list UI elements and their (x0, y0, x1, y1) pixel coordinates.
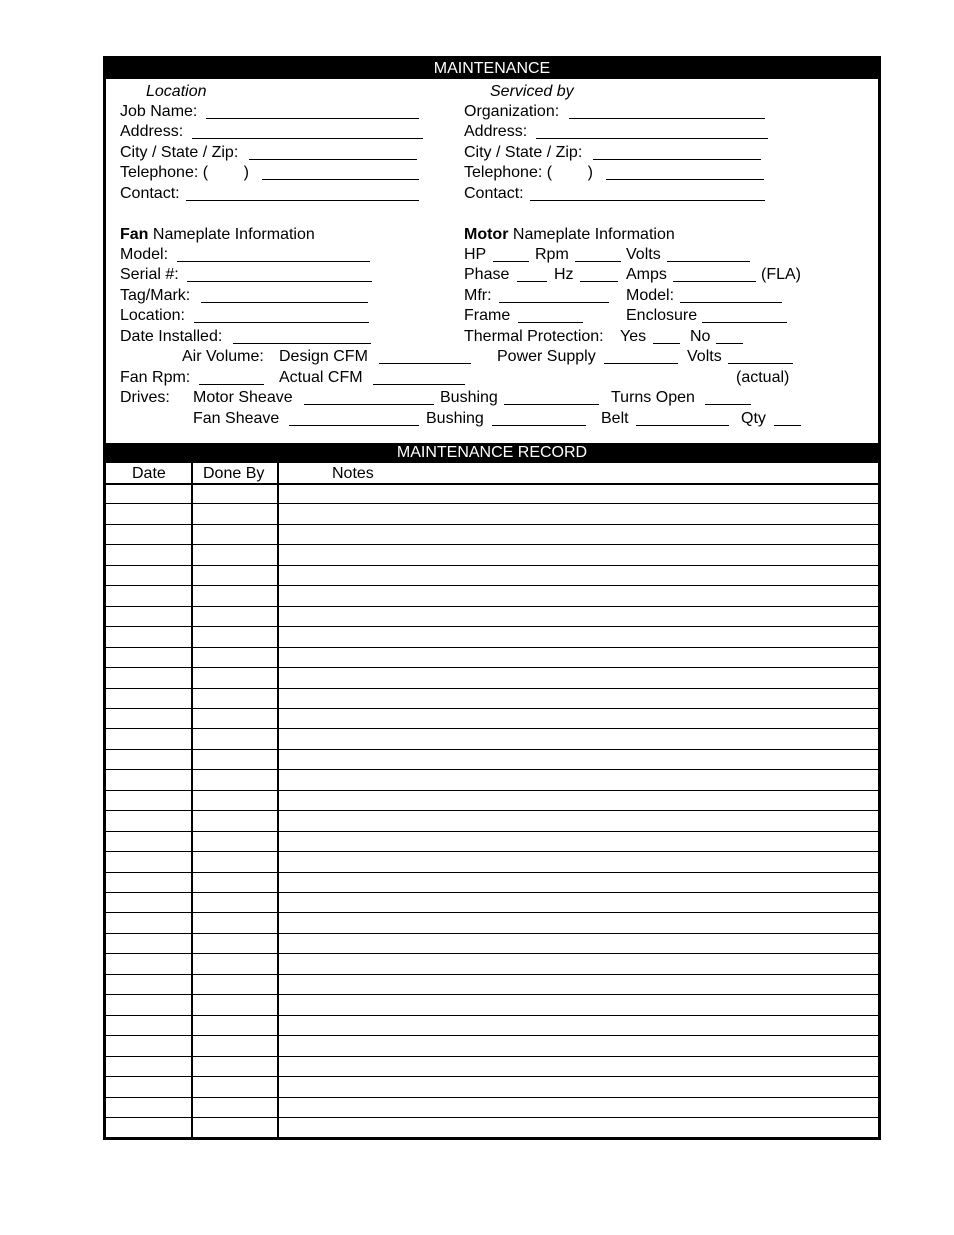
table-row[interactable] (106, 626, 878, 627)
fla-label: (FLA) (761, 266, 801, 283)
thermal-no-field[interactable] (716, 343, 743, 344)
belt-field[interactable] (636, 425, 729, 426)
fan-rpm-field[interactable] (199, 384, 264, 385)
table-row[interactable] (106, 1137, 878, 1138)
fan-sheave-field[interactable] (289, 425, 419, 426)
actual-cfm-label: Actual CFM (279, 369, 363, 386)
air-volume-label: Air Volume: (182, 348, 264, 365)
maintenance-title: MAINTENANCE (106, 59, 878, 79)
fan-date-installed-field[interactable] (233, 343, 371, 344)
belt-label: Belt (601, 410, 629, 427)
location-address-field[interactable] (192, 138, 423, 139)
motor-nameplate-heading: Motor Nameplate Information (464, 226, 675, 243)
organization-field[interactable] (569, 118, 765, 119)
table-row[interactable] (106, 708, 878, 709)
volts-label: Volts (626, 246, 661, 263)
serviced-heading: Serviced by (490, 83, 574, 100)
table-row[interactable] (106, 647, 878, 648)
maintenance-record-title: MAINTENANCE RECORD (106, 443, 878, 463)
table-row[interactable] (106, 872, 878, 873)
serviced-contact-field[interactable] (530, 200, 765, 201)
job-name-field[interactable] (206, 118, 419, 119)
design-cfm-label: Design CFM (279, 348, 368, 365)
job-name-label: Job Name: (120, 103, 198, 120)
serviced-city-field[interactable] (593, 159, 761, 160)
date-column-header: Date (132, 465, 166, 482)
turns-open-label: Turns Open (611, 389, 695, 406)
table-row[interactable] (106, 749, 878, 750)
motor-sheave-label: Motor Sheave (193, 389, 293, 406)
location-city-label: City / State / Zip: (120, 144, 239, 161)
table-row[interactable] (106, 831, 878, 832)
qty-label: Qty (741, 410, 766, 427)
bushing-2-field[interactable] (492, 425, 586, 426)
serviced-telephone-label: Telephone: ( ) (464, 164, 593, 181)
design-cfm-field[interactable] (379, 363, 471, 364)
serviced-contact-label: Contact: (464, 185, 524, 202)
table-row[interactable] (106, 688, 878, 689)
serviced-address-label: Address: (464, 123, 528, 140)
table-row[interactable] (106, 810, 878, 811)
fan-serial-field[interactable] (187, 281, 372, 282)
fan-tag-label: Tag/Mark: (120, 287, 191, 304)
turns-open-field[interactable] (705, 404, 751, 405)
bushing-1-field[interactable] (504, 404, 599, 405)
mfr-label: Mfr: (464, 287, 492, 304)
serviced-city-label: City / State / Zip: (464, 144, 583, 161)
maintenance-form (103, 56, 881, 1140)
table-header-rule (106, 483, 878, 485)
table-row[interactable] (106, 769, 878, 770)
table-row[interactable] (106, 544, 878, 545)
notes-column-header: Notes (332, 465, 374, 482)
table-row[interactable] (106, 503, 878, 504)
table-row[interactable] (106, 606, 878, 607)
organization-label: Organization: (464, 103, 560, 120)
location-heading: Location (146, 83, 207, 100)
frame-field[interactable] (518, 322, 583, 323)
power-supply-label: Power Supply (497, 348, 596, 365)
table-row[interactable] (106, 1117, 878, 1118)
fan-model-field[interactable] (177, 261, 370, 262)
table-row[interactable] (106, 1056, 878, 1057)
location-contact-label: Contact: (120, 185, 180, 202)
thermal-no-label: No (690, 328, 711, 345)
fan-rpm-label: Fan Rpm: (120, 369, 191, 386)
bushing-2-label: Bushing (426, 410, 484, 427)
hz-field[interactable] (580, 281, 618, 282)
location-address-label: Address: (120, 123, 184, 140)
location-city-field[interactable] (249, 159, 417, 160)
rpm-label: Rpm (535, 246, 569, 263)
location-telephone-field[interactable] (262, 179, 419, 180)
location-contact-field[interactable] (186, 200, 419, 201)
table-row[interactable] (106, 851, 878, 852)
frame-label: Frame (464, 307, 511, 324)
rpm-field[interactable] (575, 261, 621, 262)
table-row[interactable] (106, 892, 878, 893)
fan-location-label: Location: (120, 307, 185, 324)
table-row[interactable] (106, 728, 878, 729)
serviced-telephone-field[interactable] (606, 179, 764, 180)
fan-sheave-label: Fan Sheave (193, 410, 280, 427)
serviced-address-field[interactable] (536, 138, 768, 139)
done-by-column-header: Done By (203, 465, 265, 482)
table-row[interactable] (106, 1097, 878, 1098)
table-row[interactable] (106, 524, 878, 525)
fan-tag-field[interactable] (201, 302, 368, 303)
table-row[interactable] (106, 933, 878, 934)
volts-field[interactable] (667, 261, 750, 262)
fan-serial-label: Serial #: (120, 266, 179, 283)
table-row[interactable] (106, 790, 878, 791)
enclosure-field[interactable] (702, 322, 787, 323)
power-supply-volts-label: Volts (687, 348, 722, 365)
actual-cfm-field[interactable] (373, 384, 465, 385)
table-row[interactable] (106, 994, 878, 995)
location-telephone-label: Telephone: ( ) (120, 164, 249, 181)
motor-model-field[interactable] (680, 302, 782, 303)
table-row[interactable] (106, 974, 878, 975)
fan-date-installed-label: Date Installed: (120, 328, 223, 345)
fan-nameplate-heading: Fan Nameplate Information (120, 226, 315, 243)
power-supply-volts-field[interactable] (728, 363, 793, 364)
hp-field[interactable] (493, 261, 529, 262)
fan-location-field[interactable] (194, 322, 369, 323)
table-row[interactable] (106, 565, 878, 566)
amps-label: Amps (626, 266, 667, 283)
mfr-field[interactable] (499, 302, 609, 303)
table-row[interactable] (106, 1035, 878, 1036)
table-row[interactable] (106, 585, 878, 586)
table-row[interactable] (106, 912, 878, 913)
hp-label: HP (464, 246, 487, 263)
thermal-yes-field[interactable] (653, 343, 680, 344)
table-row[interactable] (106, 953, 878, 954)
bushing-1-label: Bushing (440, 389, 498, 406)
table-row[interactable] (106, 1076, 878, 1077)
table-row[interactable] (106, 667, 878, 668)
fan-model-label: Model: (120, 246, 169, 263)
power-supply-field[interactable] (604, 363, 678, 364)
drives-label: Drives: (120, 389, 170, 406)
amps-field[interactable] (673, 281, 756, 282)
phase-field[interactable] (517, 281, 547, 282)
thermal-protection-label: Thermal Protection: (464, 328, 604, 345)
enclosure-label: Enclosure (626, 307, 698, 324)
thermal-yes-label: Yes (620, 328, 647, 345)
phase-label: Phase (464, 266, 510, 283)
motor-sheave-field[interactable] (304, 404, 434, 405)
table-row[interactable] (106, 1015, 878, 1016)
qty-field[interactable] (774, 425, 801, 426)
hz-label: Hz (554, 266, 574, 283)
actual-label: (actual) (736, 369, 790, 386)
motor-model-label: Model: (626, 287, 675, 304)
